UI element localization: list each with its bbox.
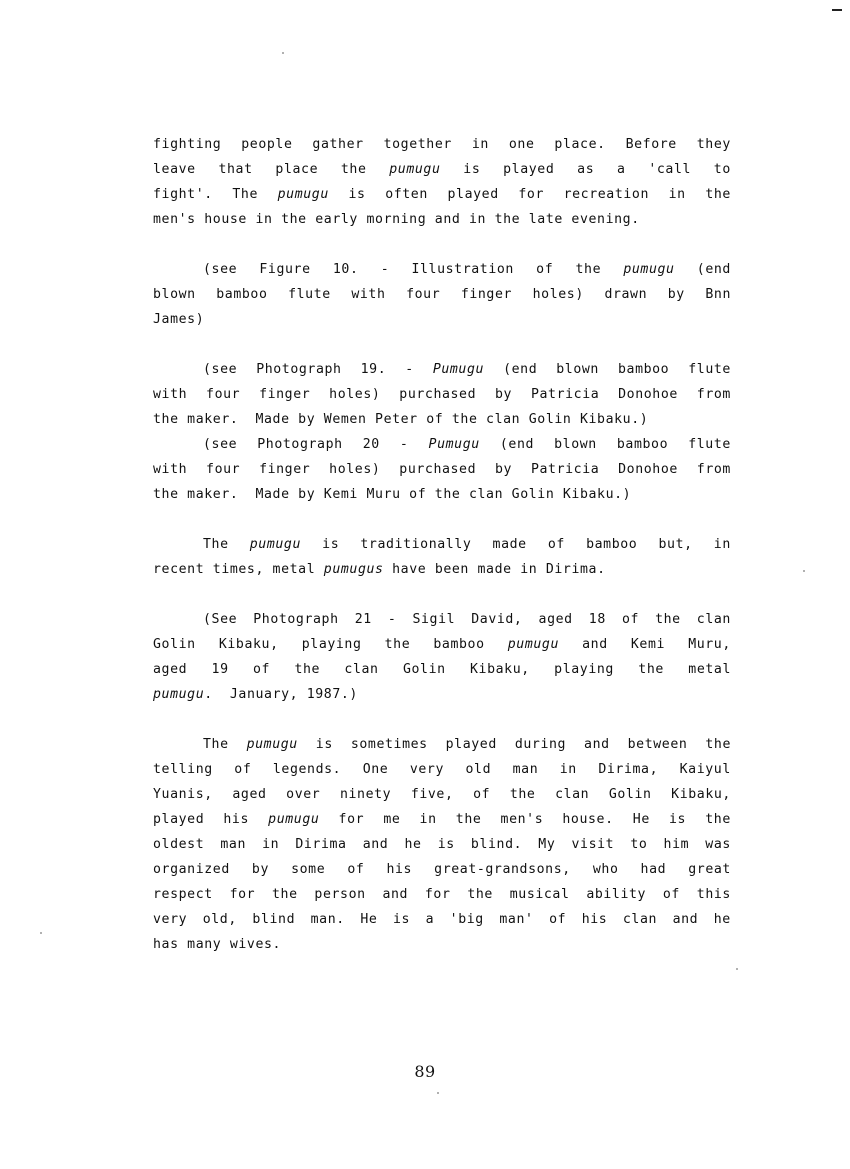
- text-run: men's house in the early morning and in the late evening.: [153, 212, 640, 227]
- word: Before: [625, 137, 677, 152]
- text-line: [153, 282, 731, 307]
- word: flute: [688, 437, 731, 452]
- text-line: [153, 407, 731, 432]
- word: flute: [288, 287, 331, 302]
- word: a: [425, 912, 435, 927]
- text-line: [153, 182, 731, 207]
- text-line: [153, 907, 731, 932]
- italic-word: pumugu: [623, 262, 675, 277]
- word: they: [696, 137, 731, 152]
- word: men's: [500, 812, 544, 827]
- word: house.: [562, 812, 614, 827]
- word: Kibaku,: [470, 662, 530, 677]
- word: The: [203, 537, 229, 552]
- word: is: [392, 912, 411, 927]
- word: flute: [688, 362, 731, 377]
- word: Donohoe: [618, 387, 678, 402]
- word: the: [509, 787, 536, 802]
- word: purchased: [399, 462, 477, 477]
- word: in: [419, 812, 437, 827]
- word: had: [640, 862, 667, 877]
- text-line: [153, 632, 731, 657]
- word: for: [338, 812, 365, 827]
- word: Yuanis,: [153, 787, 213, 802]
- word: the: [455, 812, 482, 827]
- word: Patricia: [530, 462, 600, 477]
- word: holes): [329, 387, 381, 402]
- word: purchased: [399, 387, 477, 402]
- word: very: [409, 762, 444, 777]
- word: four: [206, 462, 241, 477]
- word: the: [705, 187, 731, 202]
- text-line: [153, 757, 731, 782]
- word: -: [399, 437, 409, 452]
- word: aged: [232, 787, 267, 802]
- word: great: [688, 862, 731, 877]
- word: Photograph: [257, 437, 343, 452]
- word: The: [232, 187, 259, 202]
- page-number: 89: [414, 1062, 436, 1081]
- word: (end: [499, 437, 535, 452]
- word: legends.: [272, 762, 342, 777]
- word: of: [347, 862, 365, 877]
- word: as: [577, 162, 595, 177]
- italic-word: pumugu: [389, 162, 441, 177]
- word: the: [655, 612, 681, 627]
- word: of: [473, 787, 491, 802]
- word: often: [385, 187, 428, 202]
- word: Donohoe: [618, 462, 678, 477]
- word: ninety: [339, 787, 392, 802]
- word: respect: [153, 887, 213, 902]
- text-run: has many wives.: [153, 937, 282, 952]
- word: -: [405, 362, 414, 377]
- word: clan: [696, 612, 731, 627]
- text-line: [153, 832, 731, 857]
- word: (see: [203, 437, 238, 452]
- word: 21: [354, 612, 372, 627]
- italic-word: pumugu: [249, 537, 302, 552]
- word: the: [705, 737, 731, 752]
- word: him: [663, 837, 690, 852]
- scan-speck: [736, 968, 738, 970]
- word: and: [362, 837, 389, 852]
- word: me: [383, 812, 401, 827]
- word: blind: [252, 912, 296, 927]
- word: in: [713, 537, 731, 552]
- word: He: [360, 912, 378, 927]
- word: visit: [571, 837, 615, 852]
- paragraph-4: [153, 532, 731, 582]
- word: Illustration: [411, 262, 514, 277]
- word: bamboo: [216, 287, 268, 302]
- text-line: [153, 257, 731, 282]
- word: bamboo: [586, 537, 638, 552]
- text-line: [153, 882, 731, 907]
- word: oldest: [153, 837, 205, 852]
- word: (end: [503, 362, 538, 377]
- word: 'big: [449, 912, 484, 927]
- word: 19: [211, 662, 229, 677]
- word: five,: [410, 787, 454, 802]
- word: the: [575, 262, 602, 277]
- word: by: [495, 387, 513, 402]
- paragraph-1: [153, 132, 731, 232]
- word: in: [262, 837, 280, 852]
- paragraph-2: [153, 257, 731, 332]
- word: he: [713, 912, 731, 927]
- word: organized: [153, 862, 230, 877]
- italic-word: Pumugu: [428, 437, 480, 452]
- italic-word: Pumugu: [432, 362, 485, 377]
- word: that: [218, 162, 253, 177]
- word: traditionally: [360, 537, 472, 552]
- text-run: have been made in Dirima.: [383, 562, 606, 577]
- word: Patricia: [530, 387, 600, 402]
- word: this: [696, 887, 731, 902]
- text-line: [153, 557, 731, 582]
- text-line: [153, 807, 731, 832]
- word: playing: [301, 637, 362, 652]
- italic-word: pumugu: [246, 737, 298, 752]
- italic-word: pumugu: [268, 812, 320, 827]
- word: is: [315, 737, 333, 752]
- word: from: [696, 387, 731, 402]
- word: drawn: [604, 287, 648, 302]
- word: One: [362, 762, 389, 777]
- scan-corner-mark: [832, 9, 842, 11]
- word: the: [340, 162, 367, 177]
- word: Bnn: [705, 287, 731, 302]
- word: from: [696, 462, 731, 477]
- word: of: [252, 662, 271, 677]
- scan-speck: [40, 932, 42, 934]
- word: (see: [203, 362, 238, 377]
- word: by: [495, 462, 513, 477]
- word: sometimes: [350, 737, 428, 752]
- text-line: [153, 357, 731, 382]
- word: people: [241, 137, 293, 152]
- word: Dirima,: [598, 762, 659, 777]
- word: was: [705, 837, 731, 852]
- word: ability: [586, 887, 647, 902]
- text-line: [153, 382, 731, 407]
- word: his: [581, 912, 608, 927]
- word: finger: [460, 287, 513, 302]
- word: Dirima: [295, 837, 347, 852]
- word: for: [518, 187, 544, 202]
- word: finger: [259, 387, 311, 402]
- word: the: [384, 637, 411, 652]
- word: a: [617, 162, 626, 177]
- word: fight'.: [153, 187, 213, 202]
- word: great-grandsons,: [434, 862, 571, 877]
- word: holes): [532, 287, 584, 302]
- word: man.: [310, 912, 345, 927]
- word: and: [672, 912, 699, 927]
- scan-speck: [437, 1092, 439, 1094]
- word: of: [662, 887, 680, 902]
- word: played: [503, 162, 555, 177]
- word: together: [383, 137, 452, 152]
- word: with: [153, 387, 188, 402]
- text-line: [153, 657, 731, 682]
- italic-word: pumugu: [507, 637, 560, 652]
- word: clan: [622, 912, 658, 927]
- word: Photograph: [253, 612, 339, 627]
- word: is: [348, 187, 366, 202]
- word: he: [404, 837, 422, 852]
- word: 18: [588, 612, 606, 627]
- word: man: [512, 762, 539, 777]
- text-line: [153, 307, 731, 332]
- word: aged: [153, 662, 188, 677]
- word: clan: [344, 662, 379, 677]
- word: He: [632, 812, 650, 827]
- word: played: [153, 812, 205, 827]
- word: Kaiyul: [679, 762, 731, 777]
- word: Golin: [402, 662, 446, 677]
- word: The: [203, 737, 229, 752]
- word: but,: [658, 537, 693, 552]
- word: recreation: [563, 187, 649, 202]
- word: the: [467, 887, 493, 902]
- word: blown: [556, 362, 599, 377]
- word: place: [275, 162, 319, 177]
- word: is: [669, 812, 687, 827]
- text-line: [153, 682, 731, 707]
- word: for: [424, 887, 451, 902]
- word: musical: [509, 887, 570, 902]
- word: and: [582, 637, 608, 652]
- word: David,: [471, 612, 523, 627]
- word: one: [508, 137, 535, 152]
- word: and: [382, 887, 409, 902]
- text-run: James): [153, 312, 205, 327]
- word: place.: [554, 137, 606, 152]
- text-line: [153, 857, 731, 882]
- word: clan: [555, 787, 590, 802]
- word: of: [234, 762, 252, 777]
- word: of: [549, 912, 567, 927]
- word: person: [314, 887, 366, 902]
- text-line: [153, 432, 731, 457]
- word: Kemi: [630, 637, 666, 652]
- word: the: [294, 662, 321, 677]
- word: gather: [312, 137, 364, 152]
- text-line: [153, 207, 731, 232]
- word: the: [705, 812, 731, 827]
- word: Figure: [259, 262, 311, 277]
- word: 20: [362, 437, 380, 452]
- text-run: recent times, metal: [153, 562, 324, 577]
- text-line: [153, 782, 731, 807]
- word: the: [272, 887, 298, 902]
- word: some: [291, 862, 326, 877]
- word: -: [380, 262, 390, 277]
- word: bamboo: [433, 637, 485, 652]
- word: his: [223, 812, 250, 827]
- word: leave: [153, 162, 196, 177]
- word: aged: [538, 612, 573, 627]
- word: to: [630, 837, 648, 852]
- word: man: [220, 837, 246, 852]
- word: holes): [329, 462, 381, 477]
- word: Sigil: [412, 612, 456, 627]
- word: with: [351, 287, 386, 302]
- word: during: [514, 737, 567, 752]
- paragraph-6: [153, 732, 731, 957]
- word: by: [251, 862, 270, 877]
- word: telling: [153, 762, 213, 777]
- word: with: [153, 462, 188, 477]
- word: 'call: [648, 162, 692, 177]
- word: (end: [696, 262, 731, 277]
- word: of: [621, 612, 640, 627]
- word: very: [153, 912, 188, 927]
- word: the: [638, 662, 664, 677]
- word: for: [229, 887, 256, 902]
- word: of: [536, 262, 554, 277]
- word: Photograph: [256, 362, 342, 377]
- word: played: [445, 737, 497, 752]
- text-run: . January, 1987.): [204, 687, 358, 702]
- word: by: [667, 287, 685, 302]
- word: blown: [153, 287, 196, 302]
- word: of: [547, 537, 565, 552]
- word: is: [322, 537, 340, 552]
- word: 10.: [332, 262, 359, 277]
- word: and: [584, 737, 610, 752]
- word: Golin: [608, 787, 652, 802]
- word: blown: [554, 437, 597, 452]
- text-line: [153, 132, 731, 157]
- word: his: [386, 862, 413, 877]
- word: bamboo: [616, 437, 669, 452]
- italic-word: pumugu: [277, 187, 329, 202]
- word: bamboo: [617, 362, 670, 377]
- scan-speck: [282, 52, 284, 54]
- word: old: [465, 762, 492, 777]
- word: -: [387, 612, 397, 627]
- word: made: [492, 537, 527, 552]
- text-run: the maker. Made by Wemen Peter of the clan Golin Kibaku.): [153, 412, 649, 427]
- word: (See: [203, 612, 238, 627]
- italic-text: pumugu: [153, 687, 205, 702]
- word: in: [668, 187, 686, 202]
- paragraph-5: [153, 607, 731, 707]
- word: (see: [203, 262, 238, 277]
- word: played: [447, 187, 499, 202]
- word: old,: [202, 912, 237, 927]
- paragraph-3: [153, 357, 731, 507]
- word: in: [471, 137, 489, 152]
- word: Kibaku,: [671, 787, 731, 802]
- italic-text: pumugus: [323, 562, 384, 577]
- text-line: [153, 482, 731, 507]
- word: is: [463, 162, 481, 177]
- text-line: [153, 732, 731, 757]
- word: four: [206, 387, 241, 402]
- word: man': [499, 912, 534, 927]
- word: in: [559, 762, 577, 777]
- text-run: the maker. Made by Kemi Muru of the clan Golin Kibaku.): [153, 487, 632, 502]
- word: four: [406, 287, 441, 302]
- word: blind.: [470, 837, 523, 852]
- word: My: [538, 837, 556, 852]
- word: between: [627, 737, 688, 752]
- word: fighting: [153, 137, 222, 152]
- word: to: [713, 162, 731, 177]
- word: 19.: [360, 362, 387, 377]
- word: who: [592, 862, 619, 877]
- word: Golin: [153, 637, 196, 652]
- word: Kibaku,: [218, 637, 279, 652]
- text-line: [153, 457, 731, 482]
- text-line: [153, 932, 731, 957]
- word: playing: [554, 662, 614, 677]
- word: metal: [688, 662, 731, 677]
- word: Muru,: [688, 637, 731, 652]
- word: over: [286, 787, 321, 802]
- word: finger: [259, 462, 311, 477]
- text-line: [153, 532, 731, 557]
- word: is: [437, 837, 455, 852]
- text-line: [153, 157, 731, 182]
- scan-speck: [803, 570, 805, 572]
- text-line: [153, 607, 731, 632]
